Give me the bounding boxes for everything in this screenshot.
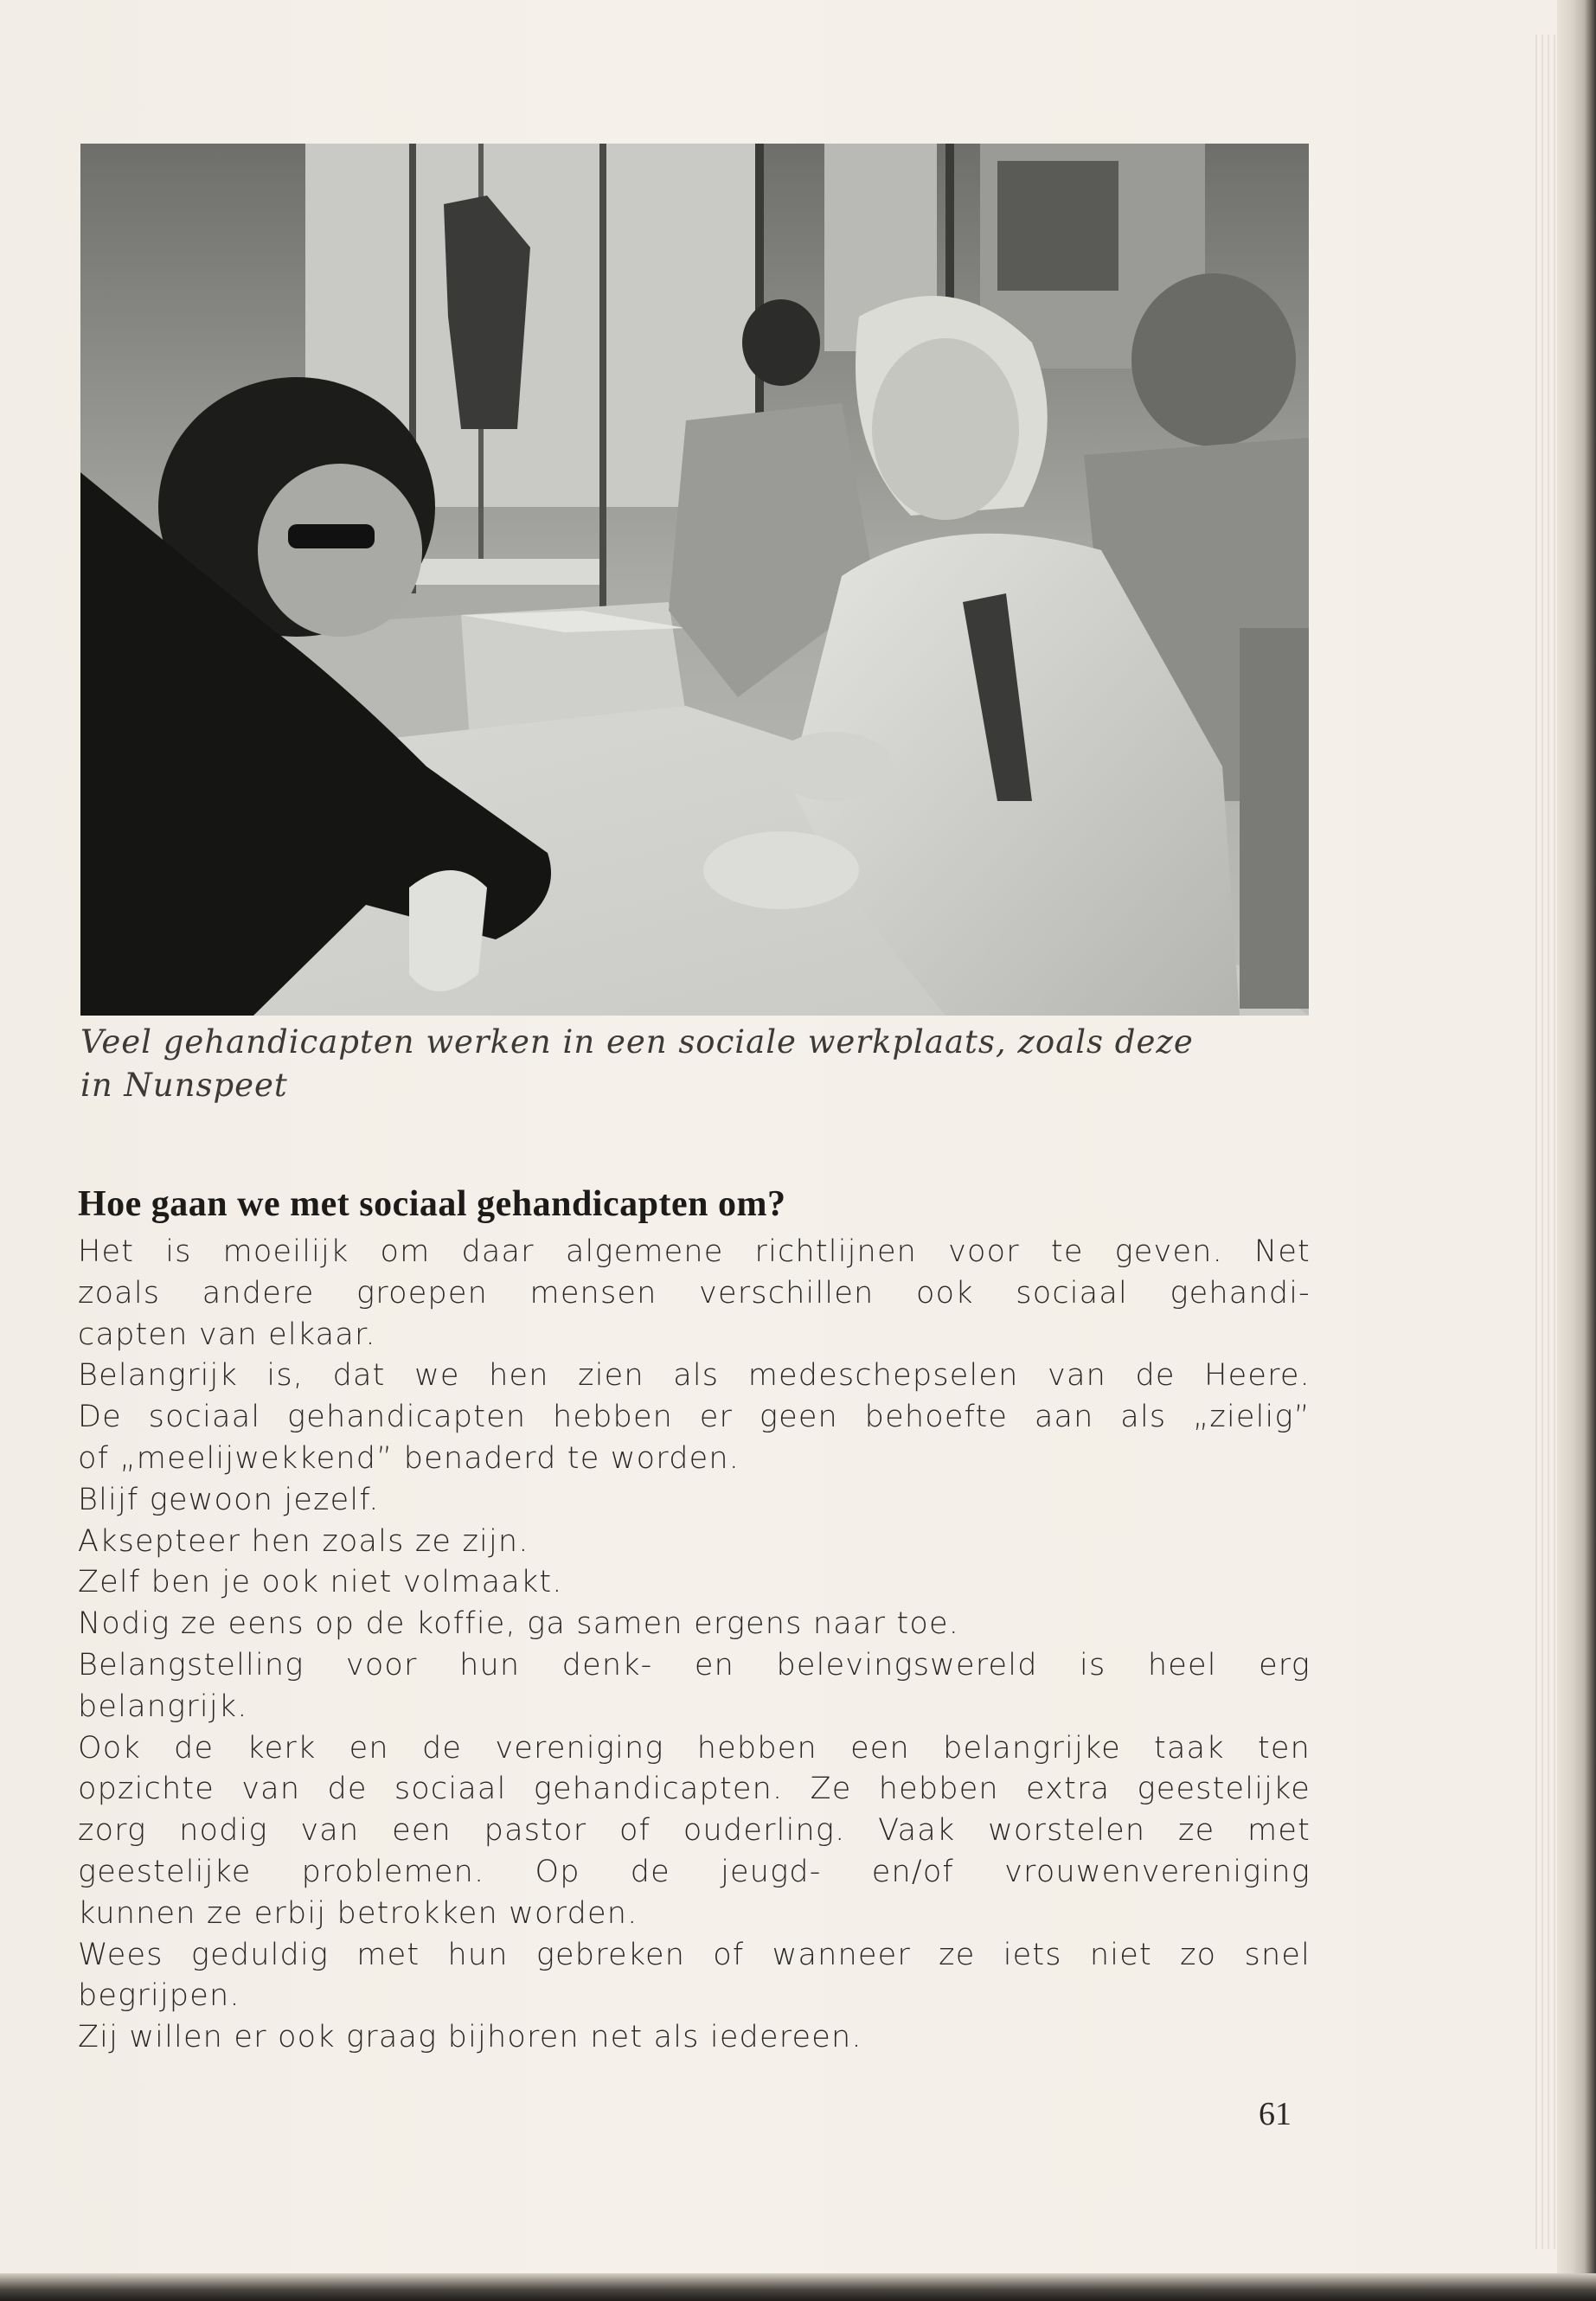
- body-line: geestelijke problemen. Op de jeugd- en/of vrouwenvereniging: [78, 1854, 1311, 1889]
- body-line: capten van elkaar.: [78, 1317, 376, 1352]
- body-line: Ook de kerk en de vereniging hebben een belangrijke taak ten: [78, 1730, 1311, 1766]
- body-line: zoals andere groepen mensen verschillen ook sociaal gehandi-: [78, 1275, 1311, 1311]
- body-line: Blijf gewoon jezelf.: [78, 1482, 380, 1517]
- workshop-photo: [80, 144, 1309, 1016]
- body-line: belangrijk.: [78, 1689, 248, 1724]
- body-line: Het is moeilijk om daar algemene richtlijnen voor te geven. Net: [78, 1234, 1311, 1269]
- page-number: 61: [1259, 2096, 1292, 2132]
- bottom-edge: [0, 2273, 1596, 2301]
- page-edge: [1557, 0, 1596, 2301]
- body-text: [78, 1232, 1311, 2059]
- body-line: Aksepteer hen zoals ze zijn.: [78, 1523, 529, 1559]
- caption-line-2: in Nunspeet: [80, 1067, 288, 1104]
- body-line: Zij willen er ook graag bijhoren net als iedereen.: [78, 2020, 862, 2055]
- body-line: Zelf ben je ook niet volmaakt.: [78, 1565, 563, 1600]
- photo-caption: [80, 1021, 1309, 1107]
- body-line: Nodig ze eens op de koffie, ga samen ergens naar toe.: [78, 1606, 960, 1642]
- section-heading: Hoe gaan we met sociaal gehandicapten om?: [78, 1184, 786, 1224]
- body-line: zorg nodig van een pastor of ouderling. Vaak worstelen ze met: [78, 1813, 1311, 1849]
- page-edge-stack: [1531, 35, 1557, 2249]
- body-line: begrijpen.: [78, 1978, 240, 2014]
- body-line: De sociaal gehandicapten hebben er geen behoefte aan als „zielig”: [78, 1400, 1311, 1435]
- body-line: Belangstelling voor hun denk- en belevingswereld is heel erg: [78, 1647, 1311, 1682]
- body-line: Belangrijk is, dat we hen zien als medeschepselen van de Heere.: [78, 1358, 1311, 1394]
- body-line: opzichte van de sociaal gehandicapten. Ze hebben extra geestelijke: [78, 1772, 1311, 1807]
- body-line: kunnen ze erbij betrokken worden.: [78, 1895, 638, 1931]
- caption-line-1: Veel gehandicapten werken in een sociale werkplaats, zoals deze: [80, 1023, 1194, 1061]
- body-line: of „meelijwekkend” benaderd te worden.: [78, 1440, 740, 1476]
- body-line: Wees geduldig met hun gebreken of wanneer ze iets niet zo snel: [78, 1937, 1311, 1972]
